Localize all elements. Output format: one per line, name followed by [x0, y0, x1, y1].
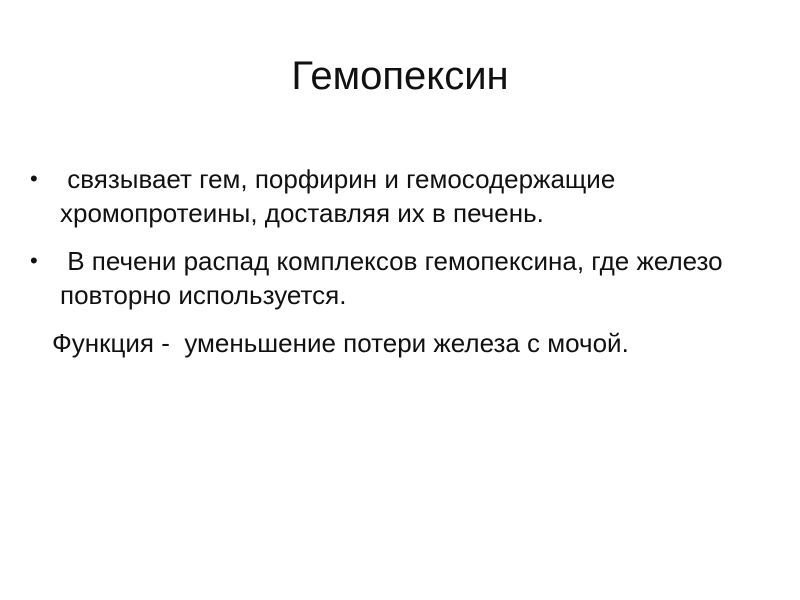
- bullet-icon: •: [30, 248, 38, 273]
- bullet-text: В печени распад комплексов гемопексина, где железо повторно используется.: [60, 246, 730, 310]
- function-text: Функция - уменьшение потери железа с мочой.: [52, 328, 629, 358]
- bullet-icon: •: [30, 166, 38, 191]
- slide-content: [30, 162, 750, 360]
- bullet-text: связывает гем, порфирин и гемосодержащие хромопротеины, доставляя их в печень.: [60, 164, 623, 228]
- bullet-item: [30, 162, 750, 230]
- bullet-item: [30, 244, 750, 312]
- function-paragraph: [30, 326, 750, 360]
- slide-title: Гемопексин: [291, 54, 509, 98]
